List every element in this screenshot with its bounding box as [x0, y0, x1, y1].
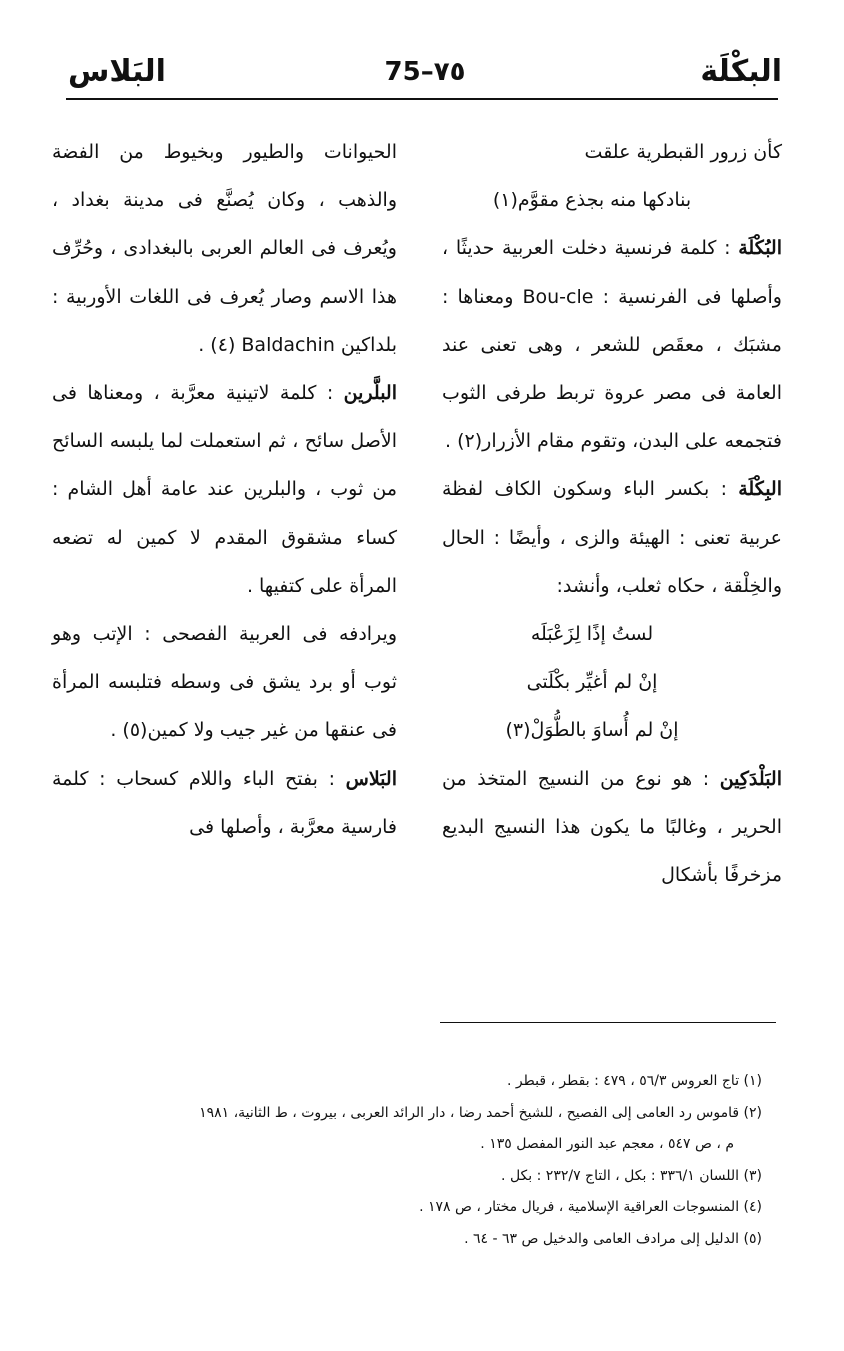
footnote: (٥) الدليل إلى مرادف العامى والدخيل ص ٦٣ - ٦٤ . [464, 1230, 762, 1247]
headword: البِكْلَة [738, 478, 782, 501]
headword: البُكْلَة [738, 237, 782, 260]
footnote: (٣) اللسان ٣٣٦/١ : بكل ، التاج ٢٣٢/٧ : بكل . [501, 1167, 762, 1184]
entry-text: : كلمة لاتينية معرَّبة ، ومعناها فى الأصل سائح ، ثم استعملت لما يلبسه السائح من ثوب ، والبلرين عند عامة أهل الشام : كساء مشقوق المقدم لا كمين له تضعه المرأة على كتفيها . [52, 382, 397, 597]
entry-text: الحيوانات والطيور وبخيوط من الفضة والذهب ، وكان يُصنَّع فى مدينة بغداد ، ويُعرف فى العالم العربى بالبغدادى ، وحُرِّف هذا الاسم وصار يُعرف فى اللغات الأوربية : بلداكين Baldachin (٤) . [52, 141, 397, 356]
verse-line: إنْ لم أُساوَ بالطُّوَلْ(٣) [505, 719, 679, 742]
running-head-right: البكْلَة [700, 54, 782, 89]
entry-balas [52, 755, 397, 851]
right-column [442, 128, 782, 899]
headword: البلَّرين [343, 382, 397, 405]
entry-baldakin [442, 755, 782, 900]
verse-line: لستُ إذًا لِزَعْبَلَه [530, 623, 654, 646]
entry-continuation [52, 128, 397, 369]
footnote: (١) تاج العروس ٥٦/٣ ، ٤٧٩ : بقطر ، قبطر . [506, 1073, 762, 1089]
header-rule [66, 98, 778, 100]
page-number: 75–٧٥ [384, 57, 466, 87]
running-head-left: البَلاس [68, 54, 166, 89]
entry-text: : كلمة فرنسية دخلت العربية حديثًا ، وأصلها فى الفرنسية : Bou-cle ومعناها : مشبَك ، معقَص للشعر ، وهى تعنى عند العامة فى مصر عروة تربط طرفى الثوب فتجمعه على البدن، وتقوم مقام الأزرار(٢) . [442, 237, 782, 453]
entry-bikla [442, 465, 782, 610]
entry-text: : هو نوع من النسيج المتخذ من الحرير ، وغالبًا ما يكون هذا النسيج البديع مزخرفًا بأشكال [442, 767, 782, 887]
headword: البَلْدَكِين [719, 767, 782, 790]
footnotes [42, 1066, 762, 1255]
verse-line: كأن زرور القبطرية علقت [584, 141, 782, 163]
footnote: (٢) قاموس رد العامى إلى الفصيح ، للشيخ أحمد رضا ، دار الرائد العربى ، بيروت ، ط الثانية، ١٩٨١ [199, 1104, 762, 1121]
entry-text: ويرادفه فى العربية الفصحى : الإتب وهو ثوب أو برد يشق فى وسطه فتلبسه المرأة فى عنقها من غير جيب ولا كمين(٥) . [52, 623, 397, 742]
footnote: م ، ص ٥٤٧ ، معجم عبد النور المفصل ١٣٥ . [480, 1136, 734, 1152]
footnote-rule [440, 1022, 776, 1023]
verse-line: بنادكها منه بجذع مقوَّم(١) [492, 189, 692, 212]
entry-ballarin [52, 369, 397, 610]
left-column [52, 128, 397, 851]
footnote: (٤) المنسوجات العراقية الإسلامية ، فريال مختار ، ص ١٧٨ . [419, 1199, 762, 1215]
verse-line: إنْ لم أغيِّر بكْلَتى [526, 671, 658, 694]
entry-synonym [52, 610, 397, 755]
entry-text: : بكسر الباء وسكون الكاف لفظة عربية تعنى : الهيئة والزى ، وأيضًا : الحال والخِلْقة ، حكاه ثعلب، وأنشد: [442, 478, 782, 597]
headword: البَلاس [345, 767, 397, 790]
entry-bukla [442, 224, 782, 465]
entry-text: : بفتح الباء واللام كسحاب : كلمة فارسية معرَّبة ، وأصلها فى [52, 767, 397, 838]
